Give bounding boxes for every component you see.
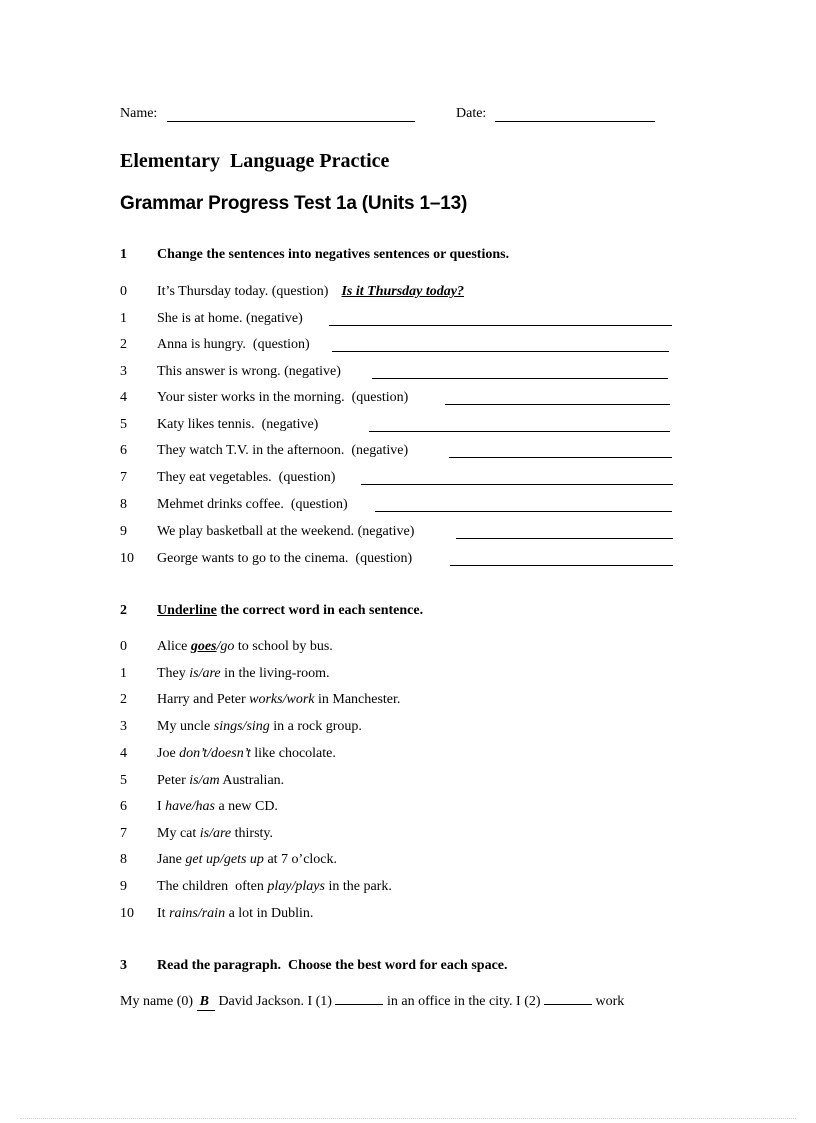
section-1-instruction: Change the sentences into negatives sentences or questions. (157, 247, 510, 262)
s2-item-3 (157, 719, 362, 735)
s1-item-4: Your sister works in the morning. (question) (157, 390, 409, 405)
s1-item-5: Katy likes tennis. (negative) (157, 417, 319, 432)
s1-item-number: 1 (120, 311, 127, 326)
s2-pre: Joe (157, 746, 180, 761)
s2-pre: It (157, 906, 170, 921)
s1-answer-line-9[interactable] (456, 538, 673, 539)
s1-answer-line-7[interactable] (361, 484, 673, 485)
s2-choice[interactable]: have/has (165, 799, 215, 814)
section-3-number: 3 (120, 958, 127, 973)
s1-item-6: They watch T.V. in the afternoon. (negative) (157, 443, 409, 458)
s2-item-1 (157, 666, 330, 682)
s1-item-number: 4 (120, 390, 127, 405)
s2-post: in a rock group. (269, 719, 362, 734)
s2-item-number: 9 (120, 879, 127, 894)
s1-item-number: 7 (120, 470, 127, 485)
s2-post: like chocolate. (250, 746, 336, 761)
s1-item-number: 10 (120, 551, 134, 566)
section-3-paragraph (120, 994, 624, 1011)
s2-pre: The children often (157, 879, 268, 894)
s1-answer-line-2[interactable] (332, 351, 669, 352)
para-example-answer: B (199, 994, 209, 1009)
s2-choice[interactable]: don’t/doesn’t (179, 746, 251, 761)
s2-post: in Manchester. (314, 692, 401, 707)
s2-choice[interactable]: is/are (189, 666, 221, 681)
name-label: Name: (120, 106, 158, 121)
s2-item-7 (157, 826, 273, 842)
para-text: David Jackson. I (1) (214, 994, 336, 1009)
s2-item-5 (157, 773, 284, 789)
s1-answer-line-6[interactable] (449, 457, 672, 458)
s2-option-b: go (220, 639, 235, 654)
document-title: Elementary Language Practice (120, 150, 390, 172)
s1-answer-line-10[interactable] (450, 565, 673, 566)
s2-post: a new CD. (214, 799, 278, 814)
para-blank-1[interactable] (335, 1003, 383, 1005)
name-line[interactable] (167, 121, 415, 122)
s2-post: to school by bus. (234, 639, 333, 654)
s2-pre: I (157, 799, 166, 814)
s1-item-7: They eat vegetables. (question) (157, 470, 336, 485)
s2-choice[interactable]: sings/sing (213, 719, 270, 734)
s1-example-answer: Is it Thursday today? (341, 284, 464, 299)
s2-pre: Jane (157, 852, 186, 867)
underline-keyword: Underline (157, 603, 217, 618)
s2-pre: Peter (157, 773, 190, 788)
s1-answer-line-1[interactable] (329, 325, 672, 326)
para-example-blank (197, 994, 215, 1011)
s1-item-1: She is at home. (negative) (157, 311, 303, 326)
s2-item-0 (157, 639, 333, 655)
s1-item-0 (157, 284, 464, 300)
s1-item-number: 0 (120, 284, 127, 299)
s2-pre: They (157, 666, 190, 681)
s1-item-8: Mehmet drinks coffee. (question) (157, 497, 348, 512)
s2-pre: Alice (157, 639, 191, 654)
s2-item-number: 5 (120, 773, 127, 788)
section-3-instruction: Read the paragraph. Choose the best word for each space. (157, 958, 508, 973)
s1-item-10: George wants to go to the cinema. (question) (157, 551, 413, 566)
date-field[interactable] (456, 106, 486, 122)
s1-item-number: 9 (120, 524, 127, 539)
s2-pre: My uncle (157, 719, 214, 734)
s2-post: thirsty. (231, 826, 274, 841)
s1-item-number: 2 (120, 337, 127, 352)
s2-choice[interactable]: get up/gets up (185, 852, 264, 867)
s1-item-number: 5 (120, 417, 127, 432)
s2-pre: Harry and Peter (157, 692, 250, 707)
s2-item-number: 0 (120, 639, 127, 654)
s2-item-number: 8 (120, 852, 127, 867)
section-2-instruction (157, 603, 423, 619)
s2-choice[interactable]: rains/rain (169, 906, 226, 921)
s1-item-number: 6 (120, 443, 127, 458)
date-label: Date: (456, 106, 487, 121)
s2-item-9 (157, 879, 392, 895)
s2-item-4 (157, 746, 336, 762)
s2-item-number: 6 (120, 799, 127, 814)
s1-answer-line-4[interactable] (445, 404, 670, 405)
test-subtitle: Grammar Progress Test 1a (Units 1–13) (120, 193, 468, 214)
s2-choice[interactable]: is/are (199, 826, 232, 841)
page-bottom-border (20, 1118, 796, 1119)
s1-item-9: We play basketball at the weekend. (negative) (157, 524, 415, 539)
s2-item-number: 4 (120, 746, 127, 761)
s2-sep: / (216, 639, 221, 654)
s2-item-number: 10 (120, 906, 134, 921)
section-1-number: 1 (120, 247, 127, 262)
s2-post: at 7 o’clock. (263, 852, 338, 867)
para-text: My name (0) (120, 994, 197, 1009)
s2-example-answer: goes (190, 639, 217, 654)
s1-answer-line-3[interactable] (372, 378, 668, 379)
s2-item-number: 2 (120, 692, 127, 707)
s2-pre: My cat (157, 826, 200, 841)
section-2-instruction-rest: the correct word in each sentence. (216, 603, 424, 618)
s2-post: in the park. (324, 879, 392, 894)
name-field[interactable] (120, 106, 157, 122)
s1-answer-line-8[interactable] (375, 511, 672, 512)
s1-item-3: This answer is wrong. (negative) (157, 364, 341, 379)
section-2-number: 2 (120, 603, 127, 618)
s2-choice[interactable]: is/am (189, 773, 220, 788)
date-line[interactable] (495, 121, 655, 122)
s2-post: in the living-room. (220, 666, 330, 681)
s2-item-8 (157, 852, 337, 868)
s2-post: Australian. (219, 773, 285, 788)
s2-choice[interactable]: works/work (249, 692, 315, 707)
s2-choice[interactable]: play/plays (267, 879, 325, 894)
s2-item-2 (157, 692, 400, 708)
para-text: work (592, 994, 625, 1009)
s1-answer-line-5[interactable] (369, 431, 670, 432)
s1-item-number: 8 (120, 497, 127, 512)
para-text: in an office in the city. I (2) (383, 994, 545, 1009)
s2-post: a lot in Dublin. (225, 906, 314, 921)
s2-item-6 (157, 799, 278, 815)
s1-item-number: 3 (120, 364, 127, 379)
s1-item-2: Anna is hungry. (question) (157, 337, 310, 352)
s2-item-number: 7 (120, 826, 127, 841)
s2-item-10 (157, 906, 313, 922)
s2-item-number: 3 (120, 719, 127, 734)
s1-item-text: It’s Thursday today. (question) (157, 284, 329, 299)
s2-item-number: 1 (120, 666, 127, 681)
para-blank-2[interactable] (544, 1003, 592, 1005)
